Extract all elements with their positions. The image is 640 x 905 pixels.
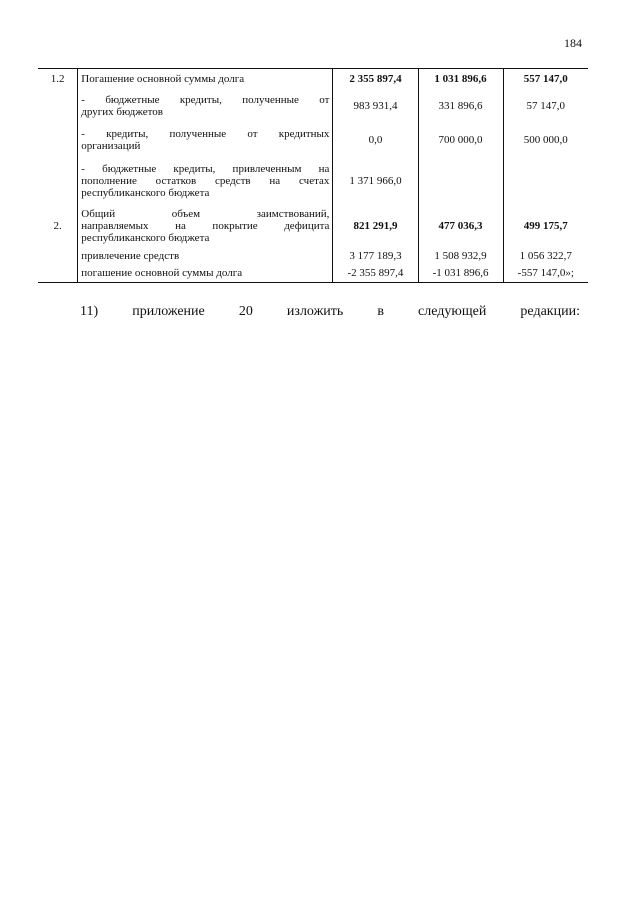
row-label: [78, 247, 333, 265]
paragraph-word: 20: [238, 304, 253, 319]
row-label: [78, 69, 333, 89]
row-label-line: направляемых на покрытие дефицита: [81, 219, 330, 232]
row-label-line: пополнение остатков средств на счетах: [81, 174, 330, 187]
row-label-line: - кредиты, полученные от кредитных: [81, 127, 330, 140]
row-value-v2: 700 000,0: [418, 123, 503, 157]
paragraph-word: редакции:: [520, 304, 580, 319]
row-number: [38, 89, 78, 123]
row-label: [78, 205, 333, 247]
row-value-v2: [418, 157, 503, 205]
row-label: [78, 157, 333, 205]
row-value-v3: 557 147,0: [503, 69, 588, 89]
row-label-line: Погашение основной суммы долга: [81, 72, 245, 85]
table-body: [38, 69, 588, 283]
row-number: 1.2: [38, 69, 78, 89]
row-label-line: организаций: [81, 139, 141, 152]
row-number: [38, 123, 78, 157]
row-label-line: других бюджетов: [81, 105, 163, 118]
row-value-v3: 1 056 322,7: [519, 249, 572, 262]
row-value-v1: 3 177 189,3: [333, 247, 418, 265]
row-value-v3: 57 147,0: [526, 99, 566, 112]
row-label-line: республиканского бюджета: [81, 186, 210, 199]
row-value-v2: 1 508 932,9: [418, 247, 503, 265]
row-value-v2: 331 896,6: [418, 89, 503, 123]
table-row: [38, 205, 588, 247]
table-row: [38, 247, 588, 265]
paragraph-instruction: [80, 304, 580, 320]
row-label: [78, 123, 333, 157]
row-value-v1: 983 931,4: [333, 89, 418, 123]
table-row: [38, 69, 588, 89]
row-value-v1: 1 371 966,0: [333, 157, 418, 205]
row-value-v2: 477 036,3: [418, 205, 503, 247]
row-number: [38, 265, 78, 283]
paragraph-word: следующей: [418, 304, 487, 319]
paragraph-word: изложить: [286, 304, 344, 319]
table-row: [38, 157, 588, 205]
row-number: [38, 247, 78, 265]
table-row: [38, 89, 588, 123]
row-value-v2: 1 031 896,6: [418, 69, 503, 89]
row-value-v2: -1 031 896,6: [418, 265, 503, 283]
row-value-v3: [503, 157, 588, 205]
page-number: 184: [564, 36, 582, 50]
row-label-line: - бюджетные кредиты, привлеченным на: [81, 162, 330, 175]
paragraph-word: 11): [80, 304, 99, 319]
row-value-v1: 821 291,9: [333, 205, 418, 247]
table-row: [38, 123, 588, 157]
row-number: [38, 157, 78, 205]
row-label-line: - бюджетные кредиты, полученные от: [81, 93, 330, 106]
row-value-v3: 500 000,0: [523, 133, 568, 146]
row-number: 2.: [38, 205, 78, 247]
row-label-line: Общий объем заимствований,: [81, 207, 330, 220]
paragraph-word: приложение: [132, 304, 205, 319]
row-value-v1: -2 355 897,4: [333, 265, 418, 283]
row-value-v3: 499 175,7: [523, 219, 568, 232]
row-value-v3: -557 147,0»;: [503, 265, 588, 283]
row-label: [78, 265, 333, 283]
debt-table: [38, 68, 588, 283]
row-label-line: привлечение средств: [81, 249, 180, 262]
table-row: [38, 265, 588, 283]
row-value-v1: 2 355 897,4: [333, 69, 418, 89]
row-label: [78, 89, 333, 123]
row-label-line: республиканского бюджета: [81, 231, 210, 244]
row-value-v1: 0,0: [333, 123, 418, 157]
row-label-line: погашение основной суммы долга: [81, 267, 243, 280]
paragraph-word: в: [377, 304, 384, 319]
